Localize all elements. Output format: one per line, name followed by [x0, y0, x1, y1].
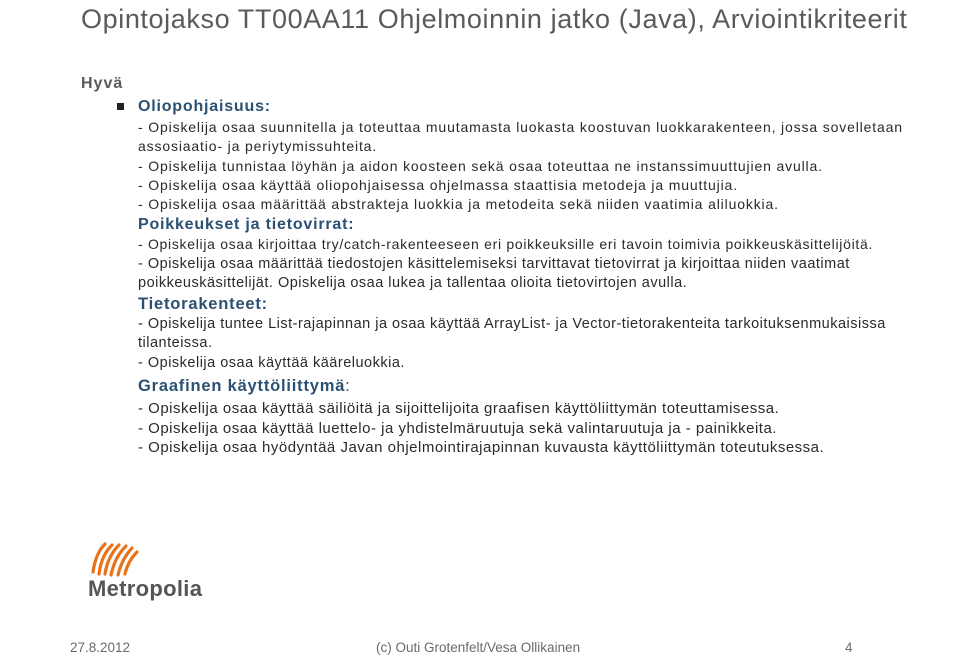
criteria-line: - Opiskelija osaa suunnitella ja toteuttaa muutamasta luokasta koostuvan luokkarakenteen, jossa sovelletaan assosiaatio- ja periytymissuhteita.: [138, 119, 903, 155]
criteria-line: - Opiskelija tunnistaa löyhän ja aidon koosteen sekä osaa toteuttaa ne instanssimuuttujien avulla.: [138, 157, 823, 174]
criteria-line: - Opiskelija osaa kirjoittaa try/catch-rakenteeseen eri poikkeuksille eri tavoin toimivia poikkeuskäsittelijöitä.: [138, 236, 874, 253]
criteria-content: [138, 96, 938, 458]
criteria-line: - Opiskelija osaa käyttää luettelo- ja yhdistelmäruutuja sekä valintaruutuja ja - painikkeita.: [138, 419, 777, 437]
criteria-line: - Opiskelija osaa käyttää kääreluokkia.: [138, 354, 405, 371]
criteria-line: - Opiskelija osaa käyttää oliopohjaisessa ohjelmassa staattisia metodeja ja muuttujia.: [138, 176, 738, 193]
section-heading-data-structures: Tietorakenteet:: [138, 294, 268, 313]
section-heading-oop: Oliopohjaisuus:: [138, 98, 271, 115]
slide-title: Opintojakso TT00AA11 Ohjelmoinnin jatko (Java), Arviointikriteerit: [81, 4, 908, 34]
footer-copyright: (c) Outi Grotenfelt/Vesa Ollikainen: [376, 640, 581, 655]
criteria-line: - Opiskelija tuntee List-rajapinnan ja osaa käyttää ArrayList- ja Vector-tietorakenteita tarkoituksenmukaisissa tilanteissa.: [138, 315, 886, 352]
footer-page-number: 4: [845, 640, 853, 655]
section-heading-gui: [138, 373, 938, 399]
footer-date: 27.8.2012: [70, 640, 131, 655]
section-heading-exceptions: Poikkeukset ja tietovirrat:: [138, 216, 355, 234]
square-bullet-icon: [117, 103, 124, 110]
criteria-line: - Opiskelija osaa määrittää tiedostojen käsittelemiseksi tarvittavat tietovirrat ja kirjoittaa niiden vaatimat poikkeuskäsittelijät. Opiskelija osaa lukea ja tallentaa olioita tietovirtojen avulla.: [138, 255, 850, 292]
criteria-line: - Opiskelija osaa käyttää säiliöitä ja sijoittelijoita graafisen käyttöliittymän toteuttamisessa.: [138, 400, 780, 418]
metropolia-logo-text: Metropolia: [88, 576, 203, 601]
gui-heading-text: Graafinen käyttöliittymä: [138, 377, 346, 396]
gui-heading-colon: :: [345, 377, 351, 396]
grade-level: Hyvä: [81, 75, 124, 92]
criteria-line: - Opiskelija osaa hyödyntää Javan ohjelmointirajapinnan kuvausta käyttöliittymän toteutuksessa.: [138, 439, 825, 457]
criteria-line: - Opiskelija osaa määrittää abstrakteja luokkia ja metodeita sekä niiden vaatimia aliluokkia.: [138, 196, 779, 213]
